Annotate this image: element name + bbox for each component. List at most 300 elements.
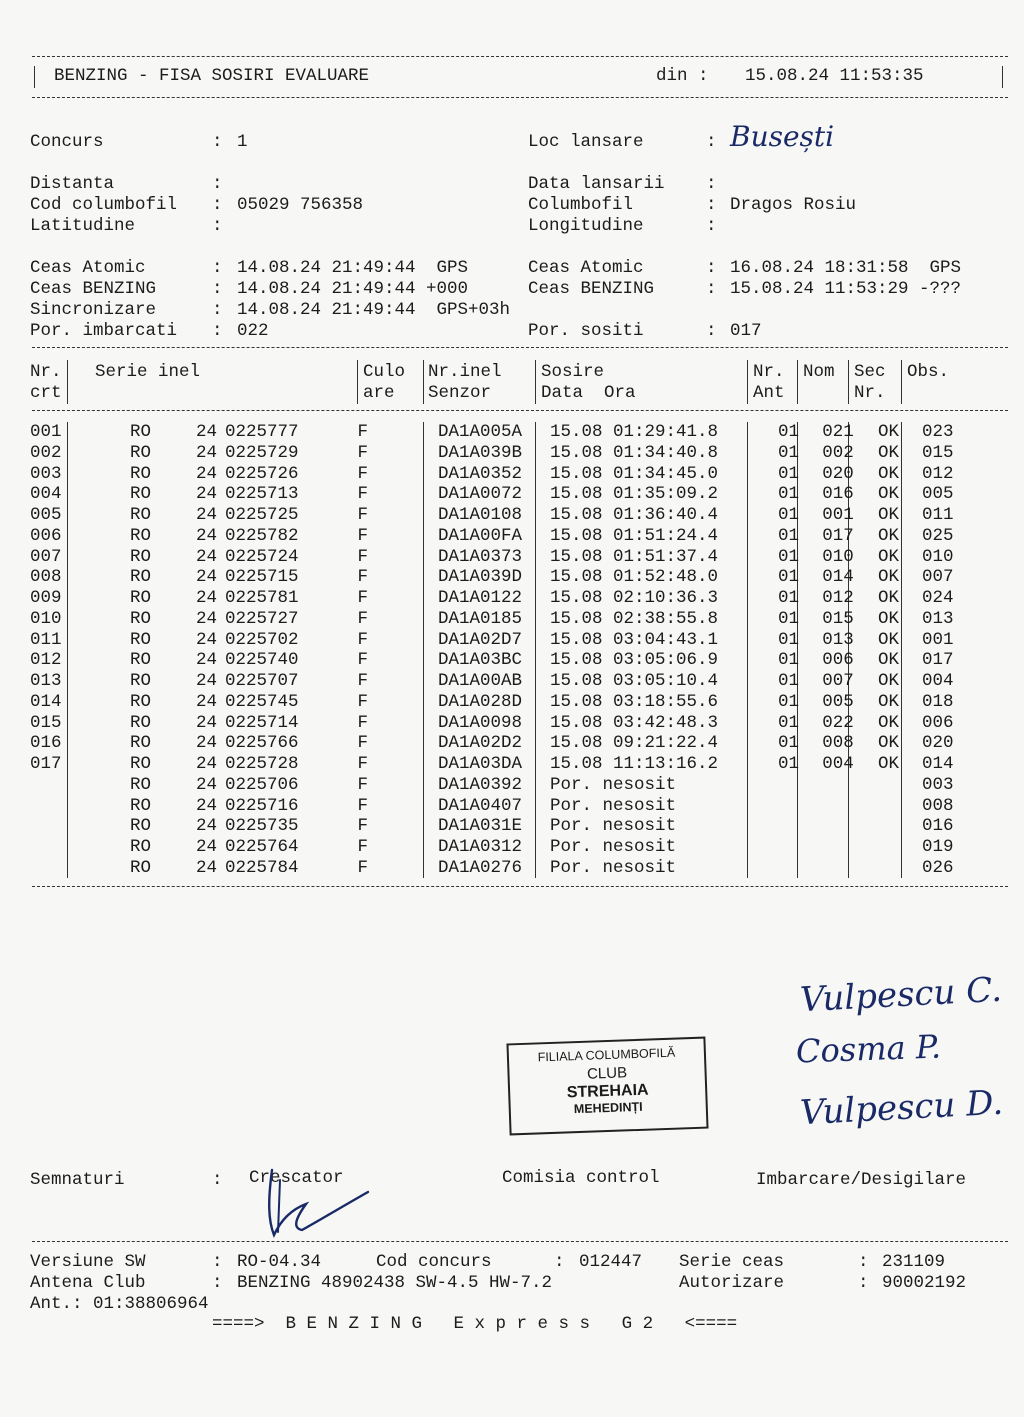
row-sec: OK (877, 671, 899, 691)
antena-value: BENZING 48902438 SW-4.5 HW-7.2 (237, 1273, 553, 1293)
row-nom: 015 (822, 608, 854, 629)
colon: : (212, 174, 223, 194)
row-antenna (764, 796, 813, 817)
column-separator (535, 360, 536, 404)
table-row (30, 775, 982, 796)
row-sex: F (357, 754, 368, 774)
table-row (30, 796, 982, 817)
row-sex: F (357, 733, 368, 754)
end-ceas-atomic: 16.08.24 18:31:58 GPS (730, 258, 962, 278)
imbarcare-label: Imbarcare/Desigilare (756, 1170, 967, 1190)
row-color (368, 858, 438, 879)
loc-lansare-label: Loc lansare (528, 132, 644, 152)
row-nom: 013 (822, 629, 854, 650)
column-separator (357, 360, 358, 404)
row-year: 24 (195, 484, 217, 505)
row-country: RO (129, 442, 151, 463)
row-nr: 004 (30, 484, 62, 505)
por-imbarcati-value: 022 (237, 321, 269, 341)
row-nr: 003 (30, 463, 62, 484)
row-color (368, 671, 438, 692)
row-color (368, 775, 438, 796)
row-nr: 012 (30, 650, 62, 671)
row-ring-number: 0225716 (225, 795, 299, 816)
row-antenna: 01 (777, 505, 799, 525)
row-arrival: 15.08 01:34:45.0 (550, 463, 719, 484)
row-year: 24 (195, 712, 217, 733)
row-country: RO (129, 608, 151, 629)
row-arrival: Por. nesosit (550, 795, 677, 816)
row-year: 24 (195, 774, 217, 795)
row-obs: 006 (922, 712, 954, 733)
column-separator (747, 360, 748, 404)
row-obs: 020 (922, 733, 954, 754)
row-country: RO (129, 629, 151, 650)
colon: : (858, 1252, 869, 1272)
row-obs: 001 (922, 629, 954, 650)
colon: : (212, 258, 223, 278)
row-sec: OK (877, 484, 899, 505)
row-ring-number: 0225713 (225, 484, 299, 505)
col-sosire-header: Sosire (541, 362, 605, 382)
stamp-line-1: FILIALA COLUMBOFILĂ (537, 1045, 676, 1065)
divider (32, 1241, 1008, 1242)
row-sensor: DA1A0352 (438, 463, 523, 484)
row-sensor: DA1A00FA (438, 525, 523, 546)
row-obs: 014 (922, 754, 954, 774)
row-antenna: 01 (777, 712, 799, 733)
colon: : (706, 321, 717, 341)
colon: : (212, 279, 223, 299)
row-sec: OK (877, 733, 899, 754)
versiune-value: RO-04.34 (237, 1252, 322, 1272)
row-sensor: DA1A0276 (438, 857, 523, 878)
cod-concurs-label: Cod concurs (376, 1252, 492, 1272)
row-nr: 007 (30, 546, 62, 567)
row-sec: OK (877, 567, 899, 588)
row-country: RO (129, 774, 151, 795)
row-obs: 018 (922, 691, 954, 712)
table-row (30, 650, 982, 671)
row-year: 24 (195, 546, 217, 567)
table-row (30, 588, 982, 609)
row-arrival: Por. nesosit (550, 857, 677, 878)
colon: : (706, 216, 717, 236)
row-sec (863, 775, 914, 796)
row-sex: F (357, 484, 368, 505)
row-nom: 002 (822, 442, 854, 463)
row-antenna: 01 (777, 629, 799, 650)
colon: : (706, 279, 717, 299)
row-country: RO (129, 525, 151, 546)
colon: : (212, 1170, 223, 1190)
row-color (368, 588, 438, 609)
row-arrival: 15.08 03:05:06.9 (550, 650, 719, 671)
row-color (368, 464, 438, 485)
row-country: RO (129, 857, 151, 878)
colon: : (212, 321, 223, 341)
row-color (368, 754, 438, 775)
cod-concurs-value: 012447 (579, 1252, 643, 1272)
report-date-value: 15.08.24 11:53:35 (745, 66, 924, 86)
colon: : (212, 300, 223, 320)
row-country: RO (129, 712, 151, 733)
latitudine-label: Latitudine (30, 216, 136, 236)
row-ring-number: 0225729 (225, 442, 299, 463)
row-nom: 016 (822, 484, 854, 505)
row-obs: 007 (922, 567, 954, 588)
row-nom: 012 (822, 588, 854, 608)
row-nr: 010 (30, 608, 62, 629)
por-sositi-value: 017 (730, 321, 762, 341)
col-ant-header: Ant (753, 383, 785, 403)
row-sex: F (357, 608, 368, 629)
row-sec (863, 858, 914, 879)
row-country: RO (129, 567, 151, 588)
row-year: 24 (195, 422, 217, 442)
divider (32, 56, 1008, 57)
table-row (30, 526, 982, 547)
row-antenna: 01 (777, 525, 799, 546)
row-nr (30, 816, 75, 837)
row-arrival: 15.08 02:38:55.8 (550, 608, 719, 629)
row-ring-number: 0225707 (225, 671, 299, 691)
row-country: RO (129, 795, 151, 816)
row-nr: 016 (30, 733, 62, 754)
table-row (30, 443, 982, 464)
columbofil-label: Columbofil (528, 195, 634, 215)
row-color (368, 547, 438, 568)
colon: : (706, 258, 717, 278)
row-nr: 005 (30, 505, 62, 525)
row-sensor: DA1A0072 (438, 484, 523, 505)
row-arrival: 15.08 03:18:55.6 (550, 691, 719, 712)
row-antenna (764, 816, 813, 837)
row-antenna: 01 (777, 422, 799, 442)
row-ring-number: 0225724 (225, 546, 299, 567)
row-antenna: 01 (777, 567, 799, 588)
row-year: 24 (195, 505, 217, 525)
row-year: 24 (195, 608, 217, 629)
row-color (368, 567, 438, 588)
row-arrival: 15.08 01:35:09.2 (550, 484, 719, 505)
row-sensor: DA1A02D2 (438, 733, 523, 754)
table-row (30, 837, 982, 858)
row-arrival: 15.08 01:36:40.4 (550, 505, 719, 525)
row-country: RO (129, 733, 151, 754)
row-arrival: 15.08 01:51:37.4 (550, 546, 719, 567)
row-sec (863, 837, 914, 858)
comisia-control-label: Comisia control (502, 1168, 660, 1188)
row-sex: F (357, 795, 368, 816)
row-sensor: DA1A028D (438, 691, 523, 712)
versiune-label: Versiune SW (30, 1252, 146, 1272)
row-obs: 019 (922, 837, 954, 857)
row-arrival: 15.08 03:42:48.3 (550, 712, 719, 733)
row-nom: 004 (822, 754, 854, 774)
row-ring-number: 0225726 (225, 463, 299, 484)
row-color (368, 650, 438, 671)
row-sex: F (357, 442, 368, 463)
row-color (368, 816, 438, 837)
col-nr-ant-header: Nr. (753, 362, 785, 382)
stamp-line-2: CLUB (586, 1064, 628, 1084)
row-sec: OK (877, 422, 899, 442)
stamp-line-4: MEHEDINȚI (573, 1099, 643, 1117)
row-color (368, 692, 438, 713)
row-sensor: DA1A0392 (438, 774, 523, 795)
row-arrival: 15.08 01:51:24.4 (550, 525, 719, 546)
row-arrival: 15.08 11:13:16.2 (550, 754, 719, 774)
row-sex: F (357, 525, 368, 546)
row-sec: OK (877, 546, 899, 567)
table-row (30, 733, 982, 754)
row-year: 24 (195, 691, 217, 712)
table-row (30, 671, 982, 692)
row-year: 24 (195, 671, 217, 691)
row-obs: 026 (922, 857, 954, 878)
start-ceas-benzing: 14.08.24 21:49:44 +000 (237, 279, 469, 299)
row-antenna (764, 858, 813, 879)
row-nr: 015 (30, 712, 62, 733)
colon: : (212, 132, 223, 152)
row-antenna: 01 (777, 754, 799, 774)
row-year: 24 (195, 442, 217, 463)
row-sex: F (357, 857, 368, 878)
autorizare-value: 90002192 (882, 1273, 967, 1293)
row-country: RO (129, 837, 151, 857)
ceas-benzing-label: Ceas BENZING (528, 279, 655, 299)
row-sensor: DA1A02D7 (438, 629, 523, 650)
row-year: 24 (195, 525, 217, 546)
row-sensor: DA1A0373 (438, 546, 523, 567)
row-sensor: DA1A0312 (438, 837, 523, 857)
row-color (368, 713, 438, 734)
row-color (368, 630, 438, 651)
row-sex: F (357, 567, 368, 588)
col-nrinel-header: Nr.inel (428, 362, 502, 382)
row-sec: OK (877, 712, 899, 733)
ceas-atomic-label: Ceas Atomic (528, 258, 644, 278)
stamp-line-3: STREHAIA (566, 1081, 649, 1102)
row-nom (813, 837, 863, 858)
row-ring-number: 0225735 (225, 816, 299, 837)
row-ring-number: 0225714 (225, 712, 299, 733)
row-nom: 021 (822, 422, 854, 442)
concurs-value: 1 (237, 132, 248, 152)
col-nom-header: Nom (803, 362, 835, 382)
row-year: 24 (195, 816, 217, 837)
colon: : (212, 195, 223, 215)
colon: : (858, 1273, 869, 1293)
express-line: ====> B E N Z I N G E x p r e s s G 2 <==== (212, 1314, 738, 1334)
row-nom: 005 (822, 691, 854, 712)
row-nr (30, 775, 75, 796)
row-country: RO (129, 463, 151, 484)
row-nom: 014 (822, 567, 854, 588)
row-antenna: 01 (777, 650, 799, 671)
column-separator (901, 360, 902, 404)
row-color (368, 796, 438, 817)
row-nr: 011 (30, 629, 62, 650)
row-sex: F (357, 463, 368, 484)
table-row (30, 609, 982, 630)
row-sensor: DA1A039D (438, 567, 523, 588)
row-nom: 006 (822, 650, 854, 671)
club-stamp (506, 1037, 708, 1136)
distanta-label: Distanta (30, 174, 115, 194)
row-arrival: 15.08 02:10:36.3 (550, 588, 719, 608)
row-sex: F (357, 629, 368, 650)
row-color (368, 837, 438, 858)
row-nr: 001 (30, 422, 62, 442)
row-sex: F (357, 816, 368, 837)
row-sex: F (357, 712, 368, 733)
row-nr: 013 (30, 671, 62, 691)
row-nom: 022 (822, 712, 854, 733)
row-country: RO (129, 588, 151, 608)
row-arrival: Por. nesosit (550, 816, 677, 837)
row-year: 24 (195, 629, 217, 650)
row-year: 24 (195, 857, 217, 878)
divider (32, 886, 1008, 887)
row-color (368, 505, 438, 526)
row-antenna: 01 (777, 546, 799, 567)
row-sec: OK (877, 463, 899, 484)
row-sex: F (357, 671, 368, 691)
row-obs: 012 (922, 463, 954, 484)
row-sec: OK (877, 629, 899, 650)
row-antenna: 01 (777, 733, 799, 754)
row-sensor: DA1A039B (438, 442, 523, 463)
row-sex: F (357, 422, 368, 442)
row-sex: F (357, 546, 368, 567)
row-nr: 008 (30, 567, 62, 588)
row-nr (30, 837, 75, 858)
row-antenna: 01 (777, 671, 799, 691)
row-nr (30, 858, 75, 879)
row-obs: 017 (922, 650, 954, 671)
table-row (30, 505, 982, 526)
row-year: 24 (195, 837, 217, 857)
colon: : (212, 216, 223, 236)
row-nom (813, 775, 863, 796)
por-sositi-label: Por. sositi (528, 321, 644, 341)
row-nr: 017 (30, 754, 62, 774)
row-color (368, 443, 438, 464)
row-sensor: DA1A03BC (438, 650, 523, 671)
row-color (368, 609, 438, 630)
row-obs: 025 (922, 525, 954, 546)
colon: : (706, 195, 717, 215)
table-row (30, 547, 982, 568)
row-antenna: 01 (777, 463, 799, 484)
row-country: RO (129, 754, 151, 774)
row-year: 24 (195, 567, 217, 588)
row-obs: 005 (922, 484, 954, 505)
row-ring-number: 0225766 (225, 733, 299, 754)
col-culoare-header-2: are (363, 383, 395, 403)
column-separator (67, 360, 68, 404)
row-obs: 011 (922, 505, 954, 525)
row-sec: OK (877, 588, 899, 608)
col-data-ora-header: Data Ora (541, 383, 636, 403)
colon: : (212, 1252, 223, 1272)
cod-columbofil-value: 05029 756358 (237, 195, 364, 215)
row-ring-number: 0225764 (225, 837, 299, 857)
row-ring-number: 0225777 (225, 422, 299, 442)
row-arrival: 15.08 03:04:43.1 (550, 629, 719, 650)
row-year: 24 (195, 754, 217, 774)
row-ring-number: 0225740 (225, 650, 299, 671)
row-obs: 004 (922, 671, 954, 691)
arrivals-table (30, 422, 982, 879)
row-sensor: DA1A0407 (438, 795, 523, 816)
ceas-atomic-label: Ceas Atomic (30, 258, 146, 278)
row-sec: OK (877, 505, 899, 525)
table-row (30, 567, 982, 588)
end-ceas-benzing: 15.08.24 11:53:29 -??? (730, 279, 962, 299)
row-ring-number: 0225702 (225, 629, 299, 650)
row-country: RO (129, 671, 151, 691)
columbofil-value: Dragos Rosiu (730, 195, 857, 215)
row-sec: OK (877, 650, 899, 671)
row-country: RO (129, 650, 151, 671)
row-year: 24 (195, 588, 217, 608)
start-ceas-atomic: 14.08.24 21:49:44 GPS (237, 258, 469, 278)
handwritten-name-3: Vulpescu D. (799, 1082, 1005, 1134)
row-sec: OK (877, 525, 899, 546)
data-lansarii-label: Data lansarii (528, 174, 665, 194)
row-arrival: 15.08 01:34:40.8 (550, 442, 719, 463)
row-sensor: DA1A0108 (438, 505, 523, 525)
row-ring-number: 0225782 (225, 525, 299, 546)
cod-columbofil-label: Cod columbofil (30, 195, 178, 215)
row-year: 24 (195, 733, 217, 754)
header-border-right (1002, 66, 1003, 88)
longitudine-label: Longitudine (528, 216, 644, 236)
row-sex: F (357, 837, 368, 857)
autorizare-label: Autorizare (679, 1273, 785, 1293)
row-ring-number: 0225781 (225, 588, 299, 608)
row-sec: OK (877, 691, 899, 712)
row-ring-number: 0225745 (225, 691, 299, 712)
row-country: RO (129, 691, 151, 712)
concurs-label: Concurs (30, 132, 104, 152)
row-country: RO (129, 546, 151, 567)
row-year: 24 (195, 463, 217, 484)
row-country: RO (129, 816, 151, 837)
report-date-label: din : (656, 66, 709, 86)
semnaturi-label: Semnaturi (30, 1170, 125, 1190)
crescator-label: Crescator (249, 1168, 344, 1188)
col-serie-header: Serie inel (95, 362, 201, 382)
row-nom: 020 (822, 463, 854, 484)
handwritten-name-2: Cosma P. (795, 1027, 942, 1071)
row-ring-number: 0225784 (225, 857, 299, 878)
sincronizare-label: Sincronizare (30, 300, 157, 320)
divider (32, 97, 1008, 98)
serie-ceas-label: Serie ceas (679, 1252, 785, 1272)
row-nom: 010 (822, 546, 854, 567)
row-sec (863, 796, 914, 817)
table-row (30, 858, 982, 879)
table-row (30, 464, 982, 485)
row-arrival: 15.08 09:21:22.4 (550, 733, 719, 754)
row-obs: 016 (922, 816, 954, 837)
row-sec: OK (877, 608, 899, 629)
row-obs: 013 (922, 608, 954, 629)
